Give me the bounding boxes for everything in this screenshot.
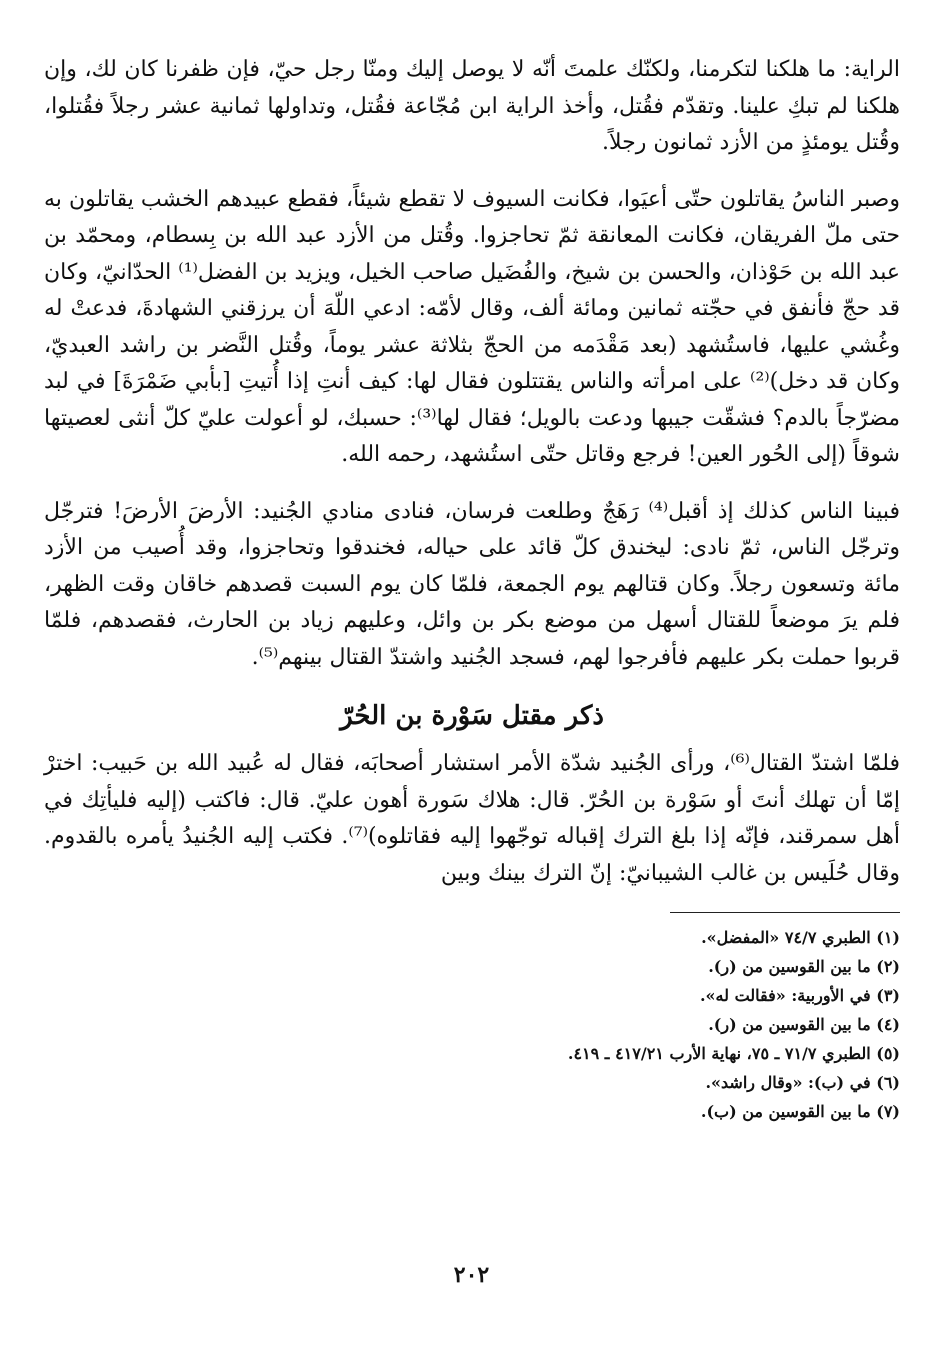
footnote-divider [670, 912, 900, 913]
paragraph-3: فبينا الناس كذلك إذ أقبل⁽⁴⁾ رَهَجٌ وطلعت فرسان، فنادى منادي الجُنيد: الأرضَ الأرضَ! فترجّل وترجّل الناس، ثمّ نادى: ليخندق كلّ قائد على حياله، فخندقوا وتحاجزوا، وقد أُصيب من الأزد مائة وتسعون رجلاً. وكان قتالهم يوم الجمعة، فلمّا كان يوم السبت قصدهم خاقان وقت الظهر، فلم يرَ موضعاً للقتال أسهل من موضع بكر بن وائل، وعليهم زياد بن الحارث، فقصدهم، فلمّا قربوا حملت بكر عليهم فأفرجوا لهم، فسجد الجُنيد واشتدّ القتال بينهم⁽⁵⁾. [44, 498, 900, 670]
footnote-7: (٧) ما بين القوسين من (ب). [700, 1102, 900, 1121]
footnote-4: (٤) ما بين القوسين من (ر). [708, 1015, 900, 1034]
page-number: ٢٠٢ [453, 1262, 490, 1288]
footnote-3: (٣) في الأوربية: «فقالت له». [699, 986, 900, 1005]
section-heading: ذكر مقتل سَوْرة بن الحُرّ [340, 701, 604, 731]
footnote-6: (٦) في (ب): «وقال راشد». [705, 1073, 900, 1092]
footnotes-list [44, 923, 900, 1126]
paragraph-4: فلمّا اشتدّ القتال⁽⁶⁾، ورأى الجُنيد شدّة الأمر استشار أصحابَه، فقال له عُبيد الله بن حَبيب: اخترْ إمّا أن تهلك أنتَ أو سَوْرة بن الحُرّ. قال: هلاك سَورة أهون عليّ. قال: فاكتب (إليه فليأتِك في أهل سمرقند، فإنّه إذا بلغ الترك إقباله توجّهوا إليه فقاتلوه)⁽⁷⁾. فكتب إليه الجُنيدُ يأمره بالقدوم. وقال حُلَيس بن غالب الشيبانيّ: إنّ الترك بينك وبين [44, 751, 900, 886]
footnote-2: (٢) ما بين القوسين من (ر). [708, 957, 900, 976]
paragraph-1: الراية: ما هلكنا لتكرمنا، ولكنّك علمتَ أنّه لا يوصل إليك ومنّا رجل حيّ، فإن ظفرنا كان لك، وإن هلكنا لم تبكِ علينا. وتقدّم فقُتل، وأخذ الراية ابن مُجّاعة فقُتل، وتداولها ثمانية عشر رجلاً فقُتلوا، وقُتل يومئذٍ من الأزد ثمانون رجلاً. [44, 57, 900, 155]
footnote-5: (٥) الطبري ٧١/٧ ـ ٧٥، نهاية الأرب ٤١٧/٢١ ـ ٤١٩. [567, 1044, 900, 1063]
book-page [44, 52, 900, 1126]
footnote-1: (١) الطبري ٧٤/٧ «المفضل». [701, 928, 900, 947]
paragraph-2: وصبر الناسُ يقاتلون حتّى أعيَوا، فكانت السيوف لا تقطع شيئاً، فقطع عبيدهم الخشب يقاتلون به حتى ملّ الفريقان، فكانت المعانقة ثمّ تحاجزوا. وقُتل من الأزد عبد الله بن بِسطام، ومحمّد بن عبد الله بن حَوْذان، والحسن بن شيخ، والفُضَيل صاحب الخيل، ويزيد بن الفضل⁽¹⁾ الحدّانيّ، وكان قد حجّ فأنفق في حجّته ثمانين ومائة ألف، وقال لأمّه: ادعي اللّهَ أن يرزقني الشهادةَ، فدعتْ له وغُشي عليها، فاستُشهد (بعد مَقْدَمه من الحجّ بثلاثة عشر يوماً، وقُتل النَّضر بن راشد العبديّ، وكان قد دخل)⁽²⁾ على امرأته والناس يقتتلون فقال لها: كيف أنتِ إذا أُتيتِ [بأبي ضَمْرَةَ] في لبد مضرّجاً بالدم؟ فشقّت جيبها ودعت بالويل؛ فقال لها⁽³⁾: حسبك، لو أعولت عليّ كلّ أنثى لعصيتها شوقاً (إلى الحُور العين! فرجع وقاتل حتّى استُشهد، رحمه الله. [44, 186, 900, 467]
